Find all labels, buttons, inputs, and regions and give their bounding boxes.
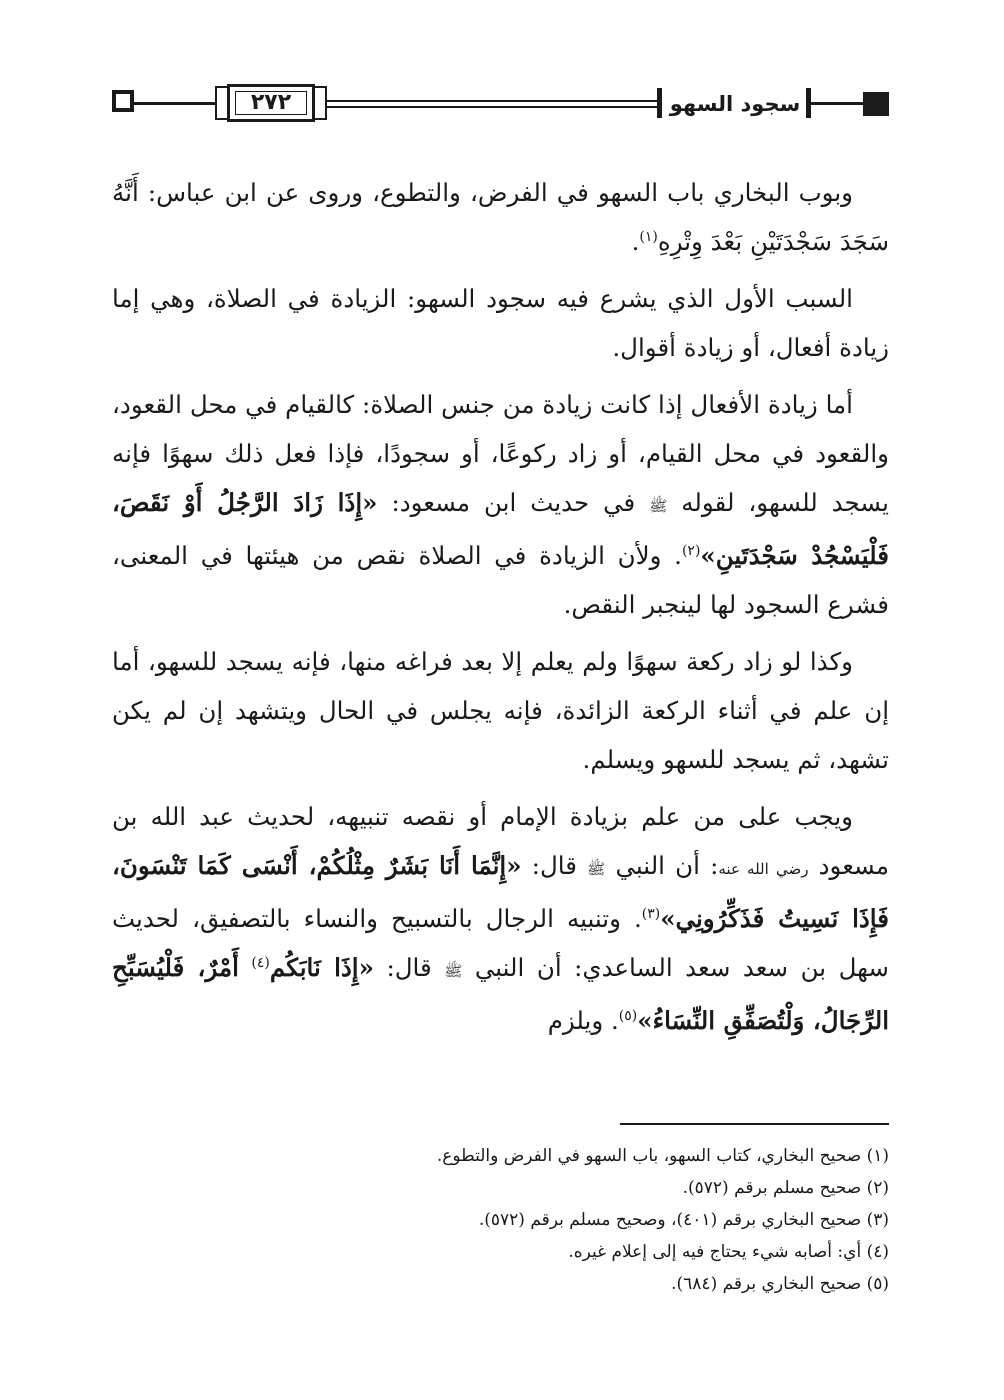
honorific-glyph: ﷺ xyxy=(587,860,606,878)
paragraph-text: . xyxy=(631,227,640,256)
footnote-ref: (٥) xyxy=(618,1007,638,1024)
paragraph-text: قال: xyxy=(386,953,432,982)
paragraph-1 xyxy=(112,168,889,266)
footnote-item: (١) صحيح البخاري، كتاب السهو، باب السهو في الفرض والتطوع. xyxy=(436,1146,889,1166)
paragraph-text: وبوب البخاري باب السهو في الفرض، والتطوع، وروى عن ابن عباس: أَنَّهُ سَجَدَ سَجْدَتَيْنِ بَعْدَ وِتْرِهِ xyxy=(112,178,889,256)
footnotes xyxy=(112,1140,889,1300)
paragraph-text: ويجب على من علم بزيادة الإمام أو نقصه تنبيهه، لحديث عبد الله بن مسعود xyxy=(112,802,889,880)
page-number: ٢٧٢ xyxy=(250,90,292,115)
paragraph-3 xyxy=(112,380,889,629)
header-divider-bar xyxy=(657,88,662,118)
header-ornament-square-icon xyxy=(112,90,134,112)
header-frame-corner-icon xyxy=(215,86,227,120)
paragraph-text: . ولأن الزيادة في الصلاة نقص من هيئتها في المعنى، فشرع السجود لها لينجبر النقص. xyxy=(112,541,889,619)
footnote-ref: (٤) xyxy=(251,954,270,971)
paragraph-text: : أن النبي xyxy=(615,851,719,880)
hadith-quote: «إِذَا زَادَ الرَّجُلُ أَوْ نَقَصَ، فَلْيَسْجُدْ سَجْدَتَينِ» xyxy=(112,488,889,570)
page-header xyxy=(112,82,889,128)
header-ornament-block-icon xyxy=(863,92,889,116)
paragraph-4 xyxy=(112,637,889,784)
hadith-quote: «إِنَّمَا أَنَا بَشَرٌ مِثْلُكُمْ، أَنْسَى كَمَا تَنْسَونَ، فَإِذَا نَسِيتُ فَذَكِّرُونِي» xyxy=(112,851,889,933)
paragraph-text: في حديث ابن مسعود: xyxy=(391,488,636,517)
hadith-quote: «إِذَا نَابَكُم xyxy=(269,953,374,982)
footnote-item: (٤) أي: أصابه شيء يحتاج فيه إلى إعلام غيره. xyxy=(568,1242,889,1262)
footnote-item: (٢) صحيح مسلم برقم (٥٧٢). xyxy=(682,1178,889,1198)
honorific-glyph: ﷺ xyxy=(649,497,668,515)
paragraph-text: . ويلزم xyxy=(547,1006,619,1035)
paragraph-text: وكذا لو زاد ركعة سهوًا ولم يعلم إلا بعد فراغه منها، فإنه يسجد للسهو، أما إن علم في أثناء الركعة الزائدة، فإنه يجلس في الحال ويتشهد إن لم يكن تشهد، ثم يسجد للسهو ويسلم. xyxy=(112,647,889,774)
footnote-separator xyxy=(620,1123,889,1125)
header-rule-middle-bottom xyxy=(327,106,657,108)
footnote-ref: (١) xyxy=(639,228,658,245)
footnote-item: (٥) صحيح البخاري برقم (٦٨٤). xyxy=(671,1274,889,1294)
chapter-title: سجود السهو xyxy=(668,86,802,122)
paragraph-5 xyxy=(112,792,889,1045)
main-text xyxy=(112,168,889,1053)
honorific-glyph: ﷺ xyxy=(444,962,463,980)
header-rule-left xyxy=(134,102,216,105)
paragraph-text: قال: xyxy=(531,851,577,880)
honorific-glyph: رضي الله عنه xyxy=(718,860,809,878)
paragraph-2 xyxy=(112,274,889,372)
page-number-frame xyxy=(227,84,315,122)
paragraph-text: أما زيادة الأفعال إذا كانت زيادة من جنس الصلاة: كالقيام في محل القعود، والقعود في محل القيام، أو زاد ركوعًا، أو سجودًا، فإذا فعل ذلك سهوًا فإنه يسجد للسهو، لقوله xyxy=(112,390,889,517)
footnote-ref: (٣) xyxy=(641,905,661,922)
header-rule-right xyxy=(811,102,863,105)
hadith-quote: أَمْرٌ، فَلْيُسَبِّحِ الرِّجَالُ، وَلْتُصَفِّقِ النِّسَاءُ» xyxy=(112,953,889,1035)
header-rule-middle-top xyxy=(327,100,657,102)
paragraph-text: . وتنبيه الرجال بالتسبيح والنساء بالتصفيق، لحديث سهل بن سعد سعد الساعدي: أن النبي xyxy=(112,904,889,982)
paragraph-text: السبب الأول الذي يشرع فيه سجود السهو: الزيادة في الصلاة، وهي إما زيادة أفعال، أو زيادة أقوال. xyxy=(112,284,889,362)
footnote-ref: (٢) xyxy=(681,542,701,559)
header-frame-corner-icon xyxy=(315,86,327,120)
footnote-item: (٣) صحيح البخاري برقم (٤٠١)، وصحيح مسلم برقم (٥٧٢). xyxy=(478,1210,889,1230)
